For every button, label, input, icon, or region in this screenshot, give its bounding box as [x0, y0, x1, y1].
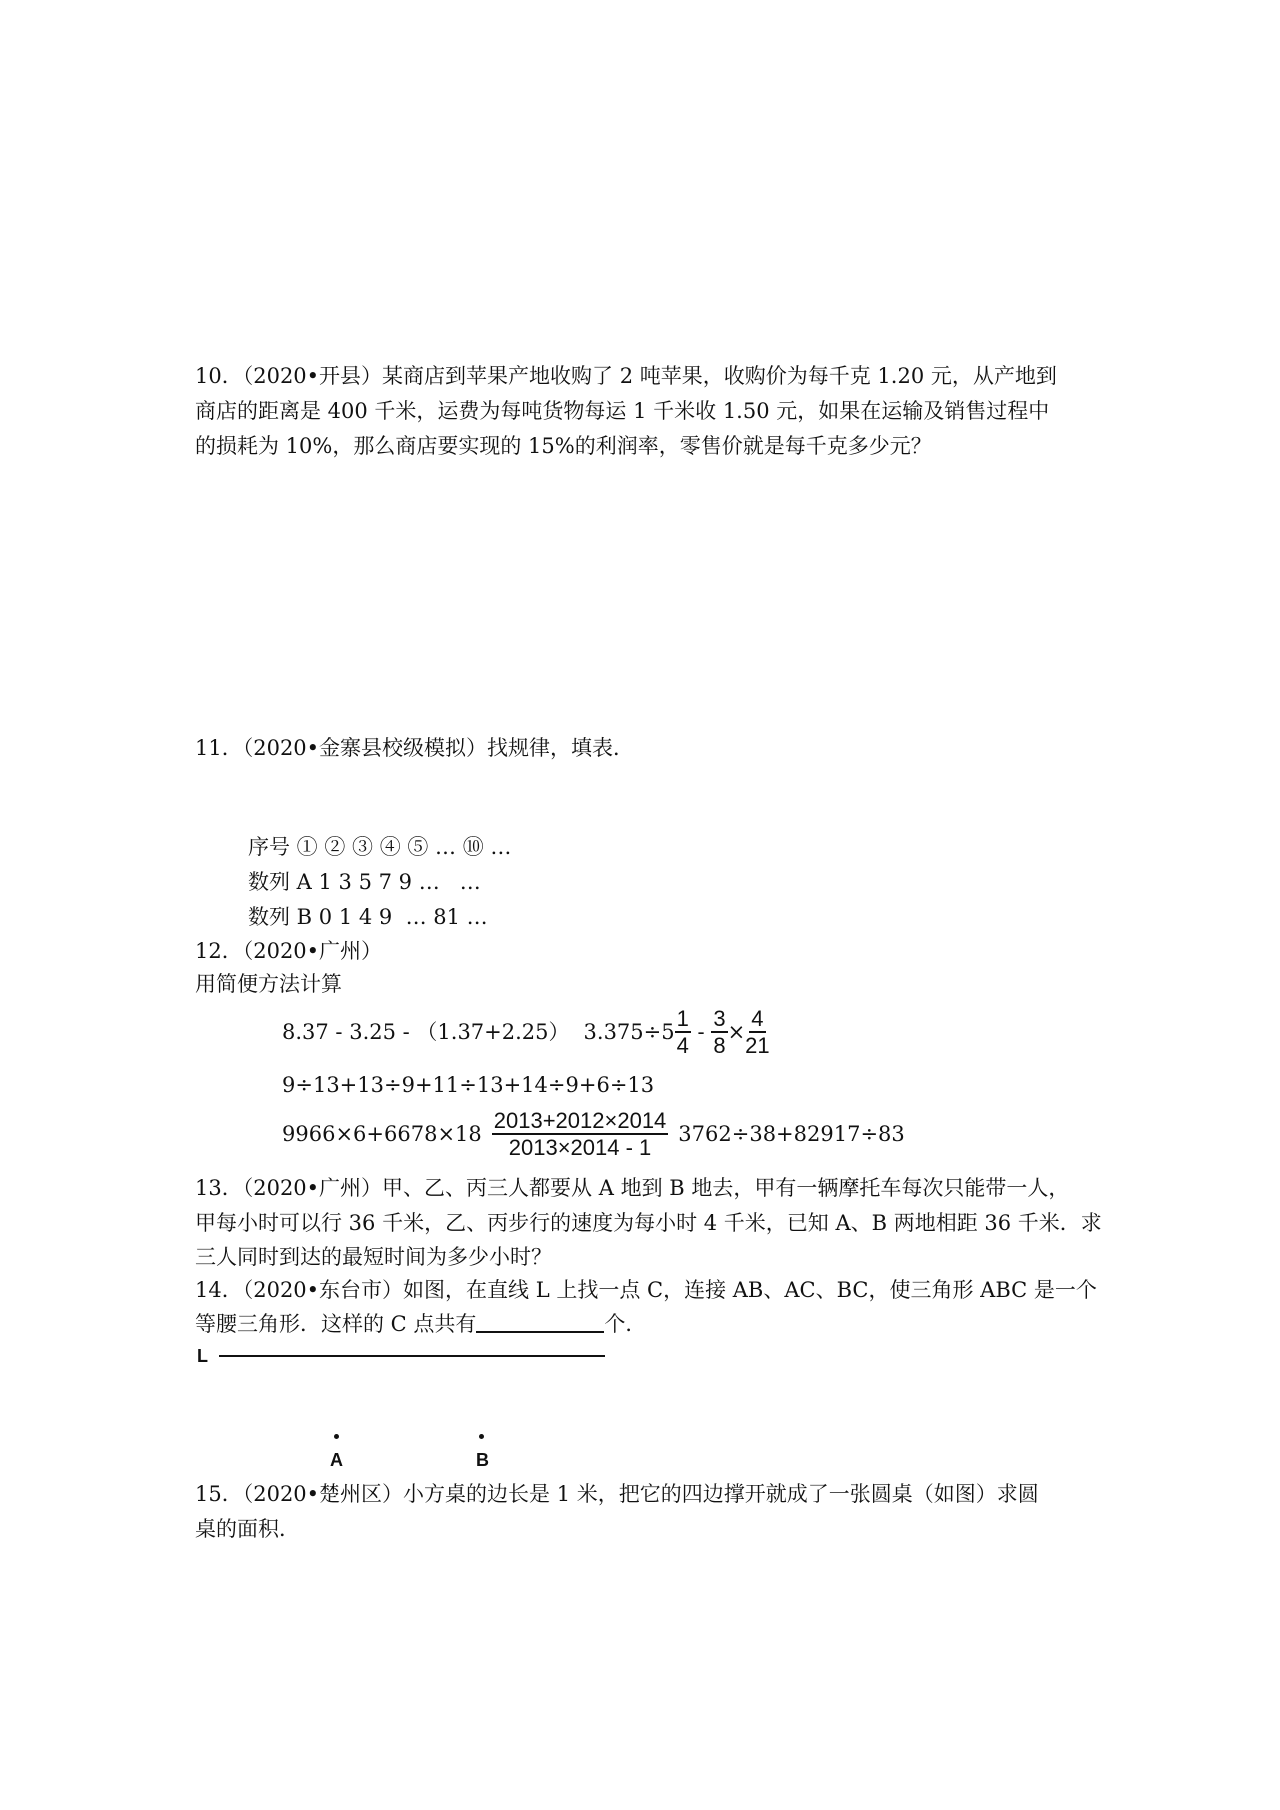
fraction: $\frac{3}{8}$	[713, 1006, 726, 1058]
point-a-label: A	[330, 1450, 343, 1470]
expr: 8.37 - 3.25 - （1.37+2.25）	[282, 1020, 570, 1044]
q12-expr-row3	[282, 1106, 905, 1162]
q10-line: 商店的距离是 400 千米，运费为每吨货物每运 1 千米收 1.50 元，如果在运输及销售过程中	[195, 399, 1050, 423]
q14-line: 等腰三角形．这样的 C 点共有 个．	[195, 1312, 647, 1336]
q13-line: 甲每小时可以行 36 千米，乙、丙步行的速度为每小时 4 千米，已知 A、B 两地相距 36 千米．求	[195, 1211, 1102, 1235]
q10-line: 的损耗为 10%，那么商店要实现的 15%的利润率，零售价就是每千克多少元？	[195, 434, 932, 458]
q12-subtitle: 用简便方法计算	[195, 972, 342, 996]
expr: 9÷13+13÷9+11÷13+14÷9+6÷13	[282, 1073, 655, 1097]
line-l	[219, 1355, 605, 1357]
q10-line: 10．（2020•开县）某商店到苹果产地收购了 2 吨苹果，收购价为每千克 1.20 元，从产地到	[195, 364, 1057, 388]
q11-row: 数列 A 1 3 5 7 9 … …	[248, 870, 481, 894]
point-b-dot	[479, 1434, 484, 1439]
line-label: L	[197, 1346, 208, 1366]
q14-line: 14．（2020•东台市）如图，在直线 L 上找一点 C，连接 AB、AC、BC，使三角形 ABC 是一个	[195, 1278, 1097, 1302]
fraction: $\frac{1}{4}$	[676, 1006, 689, 1058]
point-b-label: B	[476, 1450, 489, 1470]
q11-row: 数列 B 0 1 4 9 … 81 …	[248, 905, 488, 929]
fraction: $\frac{2013+2012\times 2014}{2013\times 2014 - 1}$	[493, 1108, 667, 1160]
q15-line: 桌的面积．	[195, 1517, 300, 1541]
point-a-dot	[334, 1434, 339, 1439]
expr: 3.375÷5	[583, 1020, 675, 1044]
q11-row: 序号 ① ② ③ ④ ⑤ … ⑩ …	[248, 835, 512, 859]
fraction: $\frac{4}{21}$	[745, 1006, 770, 1058]
q12-expr-row1: 8.37 - 3.25 - （1.37+2.25） 3.375÷5 $\frac{1}{4}$ - $\frac{3}{8}$ × $\frac{4}{21}$	[282, 1006, 770, 1058]
q15-line: 15．（2020•楚州区）小方桌的边长是 1 米，把它的四边撑开就成了一张圆桌（如图）求圆	[195, 1482, 1039, 1506]
expr: 9966×6+6678×18	[282, 1122, 482, 1146]
q13-line: 13．（2020•广州）甲、乙、丙三人都要从 A 地到 B 地去，甲有一辆摩托车每次只能带一人，	[195, 1176, 1070, 1200]
q13-line: 三人同时到达的最短时间为多少小时？	[195, 1245, 552, 1269]
q12-title: 12．（2020•广州）	[195, 939, 383, 963]
answer-blank[interactable]	[476, 1311, 604, 1333]
expr: 3762÷38+82917÷83	[678, 1122, 905, 1146]
q11-title: 11．（2020•金寨县校级模拟）找规律，填表．	[195, 736, 635, 760]
